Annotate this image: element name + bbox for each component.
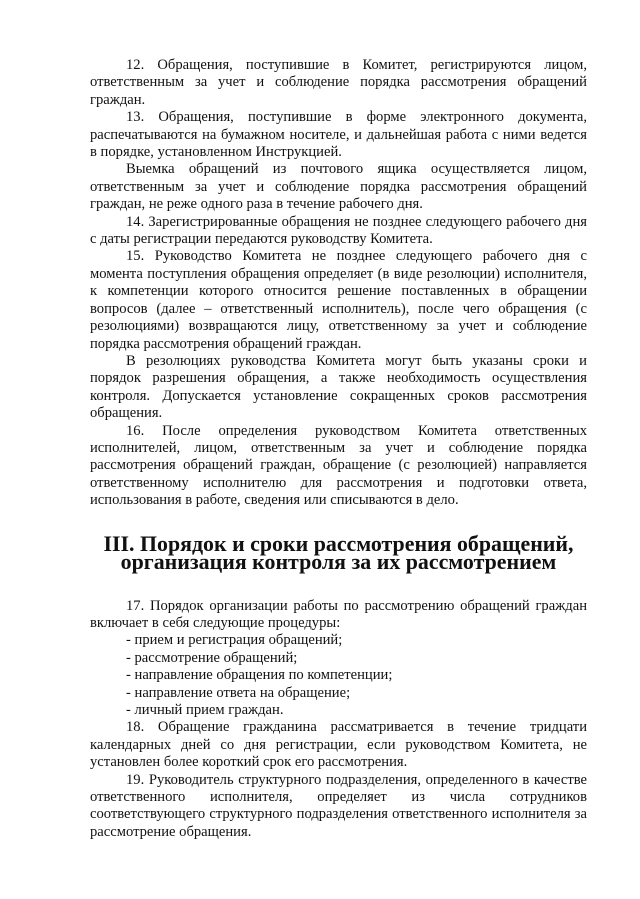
paragraph-16: 16. После определения руководством Комитета ответственных исполнителей, лицом, ответственным за учет и соблюдение порядка рассмотрения обращений граждан, обращение (с резолюцией) направляется ответственному исполнителю для рассмотрения и подготовки ответа, использования в работе, сведения или списываются в дело. [90,422,587,509]
list-item: - рассмотрение обращений; [126,649,298,666]
paragraph-19: 19. Руководитель структурного подразделения, определенного в качестве ответственного исполнителя, определяет из числа сотрудников соответствующего структурного подразделения ответственного исполнителя за рассмотрение обращения. [90,771,587,840]
paragraph-17-intro: 17. Порядок организации работы по рассмотрению обращений граждан включает в себя следующие процедуры: [90,597,587,631]
list-item: - направление обращения по компетенции; [126,667,393,684]
procedures-list [90,632,587,719]
list-item: - личный прием граждан. [126,702,284,718]
paragraph-13: 13. Обращения, поступившие в форме электронного документа, распечатываются на бумажном носителе, и дальнейшая работа с ними ведется в порядке, установленном Инструкцией. [90,109,587,161]
paragraph-15: 15. Руководство Комитета не позднее следующего рабочего дня с момента поступления обращения определяет (в виде резолюции) исполнителя, к компетенции которого относится решение поставленных в обращении вопросов (далее – ответственный исполнитель), после чего обращения (с резолюциями) возвращаются лицу, ответственному за учет и соблюдение порядка рассмотрения обращений граждан. [90,248,587,352]
paragraph-12: 12. Обращения, поступившие в Комитет, регистрируются лицом, ответственным за учет и соблюдение порядка рассмотрения обращений граждан. [90,57,587,108]
list-item: - прием и регистрация обращений; [126,632,343,649]
paragraph-14: 14. Зарегистрированные обращения не позднее следующего рабочего дня с даты регистрации передаются руководству Комитета. [90,213,587,248]
paragraph-mail-collection: Выемка обращений из почтового ящика осуществляется лицом, ответственным за учет и соблюдение порядка рассмотрения обращений граждан, не реже одного раза в течение рабочего дня. [90,161,587,213]
document-page [90,57,587,841]
section-heading: III. Порядок и сроки рассмотрения обращений, организация контроля за их рассмотрением [103,530,574,574]
paragraph-resolutions: В резолюциях руководства Комитета могут быть указаны сроки и порядок разрешения обращения, а также необходимость осуществления контроля. Допускается установление сокращенных сроков рассмотрения обращения. [90,352,587,422]
paragraph-18: 18. Обращение гражданина рассматривается в течение тридцати календарных дней со дня регистрации, если руководством Комитета, не установлен более короткий срок его рассмотрения. [90,719,587,771]
list-item: - направление ответа на обращение; [126,684,351,701]
